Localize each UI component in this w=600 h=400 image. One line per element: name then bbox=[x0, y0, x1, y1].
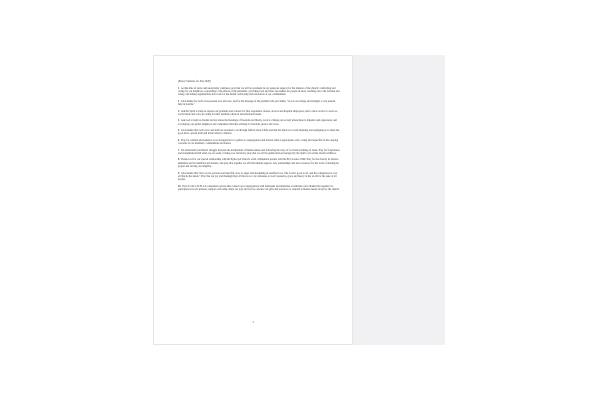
paragraph-number: 1 bbox=[178, 86, 180, 90]
paragraph-text: Pray for the 120 ELCA companion synods that connect our congregations with Lutherans and ministries worldwide. Give thanks that together we participate in God's mission, support each other, share our joys and sorrow, and use our gifts and resources to respond to human needs and grow the church. bbox=[178, 184, 340, 191]
document-page bbox=[153, 55, 353, 345]
paragraph-number: 9 bbox=[178, 171, 180, 175]
prayer-paragraph bbox=[178, 119, 340, 126]
paragraph-number: 10 bbox=[178, 184, 181, 188]
paragraph-text: Give thanks for God's ever-present love and care, and for the message of the psalmist who proclaims, "God is our refuge and strength, a very present help in trouble." bbox=[178, 99, 336, 107]
prayer-list bbox=[178, 87, 340, 192]
paragraph-text: Ask the Spirit to help us express our gratitude and concern for first responders, nurses, doctors and hospital employees, and to show us how to serve as God's hands and voice in caring for their spiritual, physical and emotional needs. bbox=[178, 109, 338, 116]
paragraph-number: 3 bbox=[178, 109, 180, 113]
document-header: [Prayer Ventures for July 2020] bbox=[178, 80, 211, 83]
paragraph-text: Thank God for our special relationship with the Episcopal Church, a full communion partner with the ELCA since 1999. Pray for the church, its diverse ministries and its members and leaders, and pray that together we will find mutual support, new partnerships and new resources for the work of sharing the gospel and serving our neighbor. bbox=[178, 158, 339, 169]
prayer-paragraph bbox=[178, 129, 340, 136]
side-panel bbox=[353, 55, 445, 345]
paragraph-number: 2 bbox=[178, 99, 180, 103]
paragraph-number: 5 bbox=[178, 129, 180, 133]
prayer-paragraph bbox=[178, 158, 340, 168]
page-content bbox=[178, 80, 340, 194]
paragraph-text: Give thanks that "the Lord is gracious and merciful, slow to anger and abounding in steadfast love. The Lord is good to all, and his compassion is over all that he has made." Pray that our joy and thanksgiving will move us to be witnesses to God's presence, grace and mercy in the world for the sake of all people. bbox=[178, 171, 338, 182]
paragraph-number: 4 bbox=[178, 119, 180, 123]
paragraph-text: Give thanks that God's love and truth are revealed to us through faith in Jesus Christ and that the Spirit is at work inspiring and equipping us to share the good news, spread truth and invite others to believe. bbox=[178, 129, 340, 136]
paragraph-number: 8 bbox=[178, 158, 180, 162]
prayer-paragraph bbox=[178, 185, 340, 192]
prayer-paragraph bbox=[178, 139, 340, 146]
paragraph-text: As this time of stress and uncertainty continues, pray that we will be persistent in our generous support for the mission of the church: comforting and caring for our neighbors, responding to the effects of the pandemic, providing food and basic necessities for people in need, reaching out to the isolated and lonely, and aiding organizations that work for the health, well-being and restoration of our communities. bbox=[178, 86, 340, 97]
paragraph-text: We understand well Paul's struggle between the inclinations of human nature and following the ways of God and teachings of Jesus. Pray for forgiveness and strengthened faith when we are weak or make poor decisions; pray that we will be guided and encouraged by the Spirit of God that dwells within us. bbox=[178, 148, 340, 155]
prayer-paragraph bbox=[178, 172, 340, 182]
paragraph-number: 7 bbox=[178, 148, 180, 152]
paragraph-text: Ask God to help us cherish and not abuse the blessings of freedom and liberty, work to change our society where there is injustice and oppression, and accompany our global neighbors and companion churches striving for freedom, justice and voice. bbox=[178, 119, 337, 126]
paragraph-number: 6 bbox=[178, 138, 180, 142]
prayer-paragraph bbox=[178, 87, 340, 97]
paragraph-text: Pray for wisdom and patience as we navigate how to gather as congregations and discern what is appropriate, safe, caring and respectful of the ongoing concerns of our members, communities and nation. bbox=[178, 138, 339, 146]
prayer-paragraph bbox=[178, 100, 340, 107]
prayer-paragraph bbox=[178, 110, 340, 117]
prayer-paragraph bbox=[178, 149, 340, 156]
page-number: 1 bbox=[252, 320, 254, 324]
